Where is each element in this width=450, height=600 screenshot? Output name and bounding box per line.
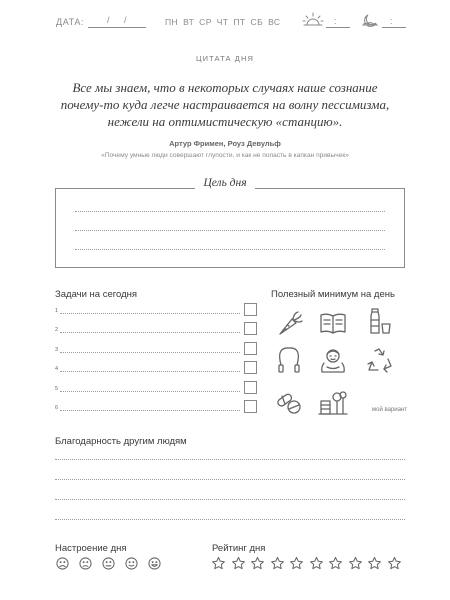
weekday-fri[interactable]: ПТ xyxy=(233,17,246,27)
sad-face-icon[interactable] xyxy=(79,557,92,570)
time-separator: : xyxy=(334,16,338,26)
rating-star-icon[interactable] xyxy=(231,556,246,571)
gratitude-line[interactable] xyxy=(55,519,405,520)
quote-text xyxy=(30,79,420,130)
goal-box xyxy=(55,188,405,268)
water-bottle-icon[interactable] xyxy=(364,306,394,336)
task-number: 1 xyxy=(55,308,59,314)
rating-star-icon[interactable] xyxy=(328,556,343,571)
rating-heading: Рейтинг дня xyxy=(212,543,266,554)
rating-star-icon[interactable] xyxy=(348,556,363,571)
task-number: 2 xyxy=(55,327,59,333)
task-line[interactable] xyxy=(60,371,240,372)
task-number: 6 xyxy=(55,405,59,411)
tasks-heading: Задачи на сегодня xyxy=(55,289,138,300)
weekday-mon[interactable]: ПН xyxy=(165,17,179,27)
happy-face-icon[interactable] xyxy=(148,557,161,570)
quote-line: почему-то куда легче настраивается на волну пессимизма, xyxy=(60,97,390,112)
recycle-icon[interactable] xyxy=(364,345,394,375)
gratitude-line[interactable] xyxy=(55,479,405,480)
goal-line[interactable] xyxy=(75,211,385,212)
rating-star-icon[interactable] xyxy=(367,556,382,571)
task-number: 5 xyxy=(55,386,59,392)
task-checkbox[interactable] xyxy=(244,381,257,394)
task-checkbox[interactable] xyxy=(244,342,257,355)
book-icon[interactable] xyxy=(318,308,348,338)
gratitude-heading: Благодарность другим людям xyxy=(55,436,187,447)
rating-star-icon[interactable] xyxy=(211,556,226,571)
task-checkbox[interactable] xyxy=(244,303,257,316)
meditation-icon[interactable] xyxy=(318,345,348,375)
date-separator: / xyxy=(107,15,111,25)
gratitude-line[interactable] xyxy=(55,499,405,500)
quote-author: Артур Фримен, Роуз Девульф xyxy=(169,139,281,148)
date-field[interactable] xyxy=(88,27,146,28)
jump-rope-icon[interactable] xyxy=(274,345,304,375)
goal-line[interactable] xyxy=(75,230,385,231)
sunrise-icon xyxy=(302,12,324,28)
rating-star-icon[interactable] xyxy=(387,556,402,571)
vitamins-icon[interactable] xyxy=(274,387,304,417)
date-separator: / xyxy=(124,15,128,25)
smile-face-icon[interactable] xyxy=(125,557,138,570)
task-number: 3 xyxy=(55,347,59,353)
sleep-time-field[interactable] xyxy=(382,27,406,28)
weekday-sun[interactable]: ВС xyxy=(268,17,281,27)
walk-outdoors-icon[interactable] xyxy=(318,387,348,417)
wake-time-field[interactable] xyxy=(326,27,350,28)
rating-star-icon[interactable] xyxy=(289,556,304,571)
mood-heading: Настроение дня xyxy=(55,543,127,554)
rating-star-icon[interactable] xyxy=(270,556,285,571)
minimum-heading: Полезный минимум на день xyxy=(271,289,395,300)
quote-line: нежели на оптимистическую «станцию». xyxy=(107,114,343,129)
goal-heading: Цель дня xyxy=(195,177,255,189)
neutral-face-icon[interactable] xyxy=(102,557,115,570)
task-line[interactable] xyxy=(60,352,240,353)
weekday-wed[interactable]: СР xyxy=(199,17,212,27)
goal-line[interactable] xyxy=(75,249,385,250)
task-checkbox[interactable] xyxy=(244,361,257,374)
moon-icon xyxy=(360,12,380,28)
task-number: 4 xyxy=(55,366,59,372)
time-separator: : xyxy=(390,16,394,26)
weekday-selector xyxy=(165,17,285,27)
quote-line: Все мы знаем, что в некоторых случаях наше сознание xyxy=(72,80,378,95)
task-line[interactable] xyxy=(60,332,240,333)
gratitude-line[interactable] xyxy=(55,459,405,460)
task-checkbox[interactable] xyxy=(244,400,257,413)
task-line[interactable] xyxy=(60,313,240,314)
task-checkbox[interactable] xyxy=(244,322,257,335)
rating-star-icon[interactable] xyxy=(309,556,324,571)
task-line[interactable] xyxy=(60,391,240,392)
weekday-thu[interactable]: ЧТ xyxy=(216,17,229,27)
weekday-sat[interactable]: СБ xyxy=(250,17,264,27)
custom-option-label[interactable]: мой вариант xyxy=(372,407,408,413)
carrot-icon[interactable] xyxy=(274,308,304,338)
date-label: ДАТА: xyxy=(56,17,85,27)
quote-heading: ЦИТАТА ДНЯ xyxy=(195,54,255,63)
rating-star-icon[interactable] xyxy=(250,556,265,571)
quote-source: «Почему умные люди совершают глупости, и как не попасть в капкан привычек» xyxy=(101,152,349,159)
weekday-tue[interactable]: ВТ xyxy=(183,17,195,27)
task-line[interactable] xyxy=(60,410,240,411)
very-sad-face-icon[interactable] xyxy=(56,557,69,570)
